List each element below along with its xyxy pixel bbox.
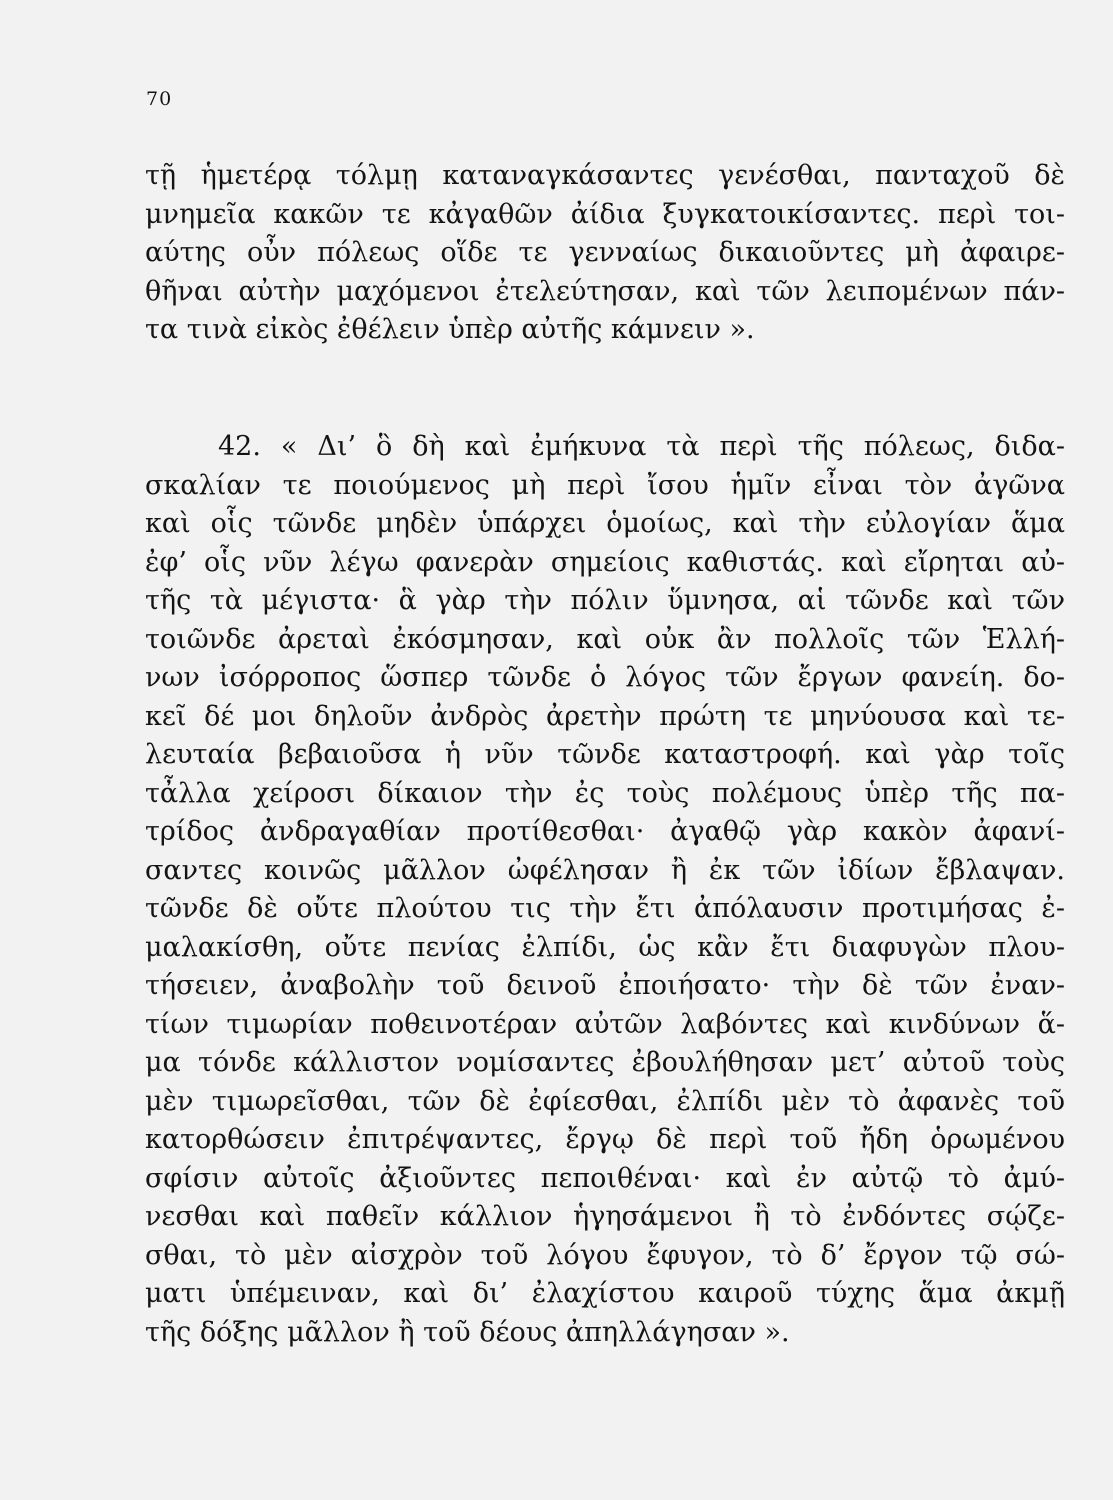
text-line: νων ἰσόρροπος ὥσπερ τῶνδε ὁ λόγος τῶν ἔργων φανείη. δο- [145,662,1065,693]
text-line: τήσειεν, ἀναβολὴν τοῦ δεινοῦ ἐποιήσατο· τὴν δὲ τῶν ἐναν- [145,970,1065,1001]
text-line: καὶ οἷς τῶνδε μηδὲν ὑπάρχει ὁμοίως, καὶ τὴν εὐλογίαν ἅμα [145,508,1065,539]
text-line: τῶνδε δὲ οὔτε πλούτου τις τὴν ἔτι ἀπόλαυσιν προτιμήσας ἐ- [145,893,1065,924]
text-line: μὲν τιμωρεῖσθαι, τῶν δὲ ἐφίεσθαι, ἐλπίδι μὲν τὸ ἀφανὲς τοῦ [145,1085,1065,1117]
text-line: αύτης οὖν πόλεως οἵδε τε γενναίως δικαιοῦντες μὴ ἀφαιρε- [145,237,1065,268]
paragraph-42 [145,428,1065,1352]
text-line: μνημεῖα κακῶν τε κἀγαθῶν ἀίδια ξυγκατοικίσαντες. περὶ τοι- [145,198,1065,230]
text-line: τίων τιμωρίαν ποθεινοτέραν αὐτῶν λαβόντες καὶ κινδύνων ἅ- [145,1008,1065,1040]
paragraph-continuation [145,157,1065,350]
text-line: σαντες κοινῶς μᾶλλον ὠφέλησαν ἢ ἐκ τῶν ἰδίων ἔβλαψαν. [145,854,1065,886]
text-line: κατορθώσειν ἐπιτρέψαντες, ἔργῳ δὲ περὶ τοῦ ἤδη ὁρωμένου [145,1124,1065,1155]
text-line: σθαι, τὸ μὲν αἰσχρὸν τοῦ λόγου ἔφυγον, τὸ δ’ ἔργον τῷ σώ- [145,1239,1065,1271]
text-line: μα τόνδε κάλλιστον νομίσαντες ἐβουλήθησαν μετ’ αὐτοῦ τοὺς [145,1047,1065,1078]
text-line: νεσθαι καὶ παθεῖν κάλλιον ἡγησάμενοι ἢ τὸ ἐνδόντες σῴζε- [145,1201,1065,1232]
text-line: ἐφ’ οἷς νῦν λέγω φανερὰν σημείοις καθιστάς. καὶ εἴρηται αὐ- [145,546,1065,578]
text-line: τἆλλα χείροσι δίκαιον τὴν ἐς τοὺς πολέμους ὑπὲρ τῆς πα- [145,777,1065,809]
text-line: μαλακίσθη, οὔτε πενίας ἐλπίδι, ὡς κἂν ἔτι διαφυγὼν πλου- [145,931,1065,963]
text-line: τοιῶνδε ἀρεταὶ ἐκόσμησαν, καὶ οὐκ ἂν πολλοῖς τῶν Ἑλλή- [145,623,1065,655]
text-line: τῆς τὰ μέγιστα· ἃ γὰρ τὴν πόλιν ὕμνησα, αἱ τῶνδε καὶ τῶν [145,585,1065,616]
page-number: 70 [146,88,173,110]
text-line: τα τινὰ εἰκὸς ἐθέλειν ὑπὲρ αὐτῆς κάμνειν ». [145,314,755,345]
text-line: σκαλίαν τε ποιούμενος μὴ περὶ ἴσου ἡμῖν εἶναι τὸν ἀγῶνα [145,469,1065,501]
text-line: λευταία βεβαιοῦσα ἡ νῦν τῶνδε καταστροφή. καὶ γὰρ τοῖς [145,739,1065,770]
text-line: θῆναι αὐτὴν μαχόμενοι ἐτελεύτησαν, καὶ τῶν λειπομένων πάν- [145,275,1065,307]
text-line: τῇ ἡμετέρᾳ τόλμῃ καταναγκάσαντες γενέσθαι, πανταχοῦ δὲ [145,160,1065,191]
text-line: σφίσιν αὐτοῖς ἀξιοῦντες πεποιθέναι· καὶ ἐν αὐτῷ τὸ ἀμύ- [145,1162,1065,1194]
text-line: τρίδος ἀνδραγαθίαν προτίθεσθαι· ἀγαθῷ γὰρ κακὸν ἀφανί- [145,816,1065,847]
text-line: κεῖ δέ μοι δηλοῦν ἀνδρὸς ἀρετὴν πρώτη τε μηνύουσα καὶ τε- [145,700,1065,732]
text-line: 42. « Δι’ ὃ δὴ καὶ ἐμήκυνα τὰ περὶ τῆς πόλεως, διδα- [218,431,1065,462]
text-line: ματι ὑπέμειναν, καὶ δι’ ἐλαχίστου καιροῦ τύχης ἅμα ἀκμῇ [145,1278,1065,1309]
text-line: τῆς δόξης μᾶλλον ἢ τοῦ δέους ἀπηλλάγησαν ». [145,1316,790,1348]
